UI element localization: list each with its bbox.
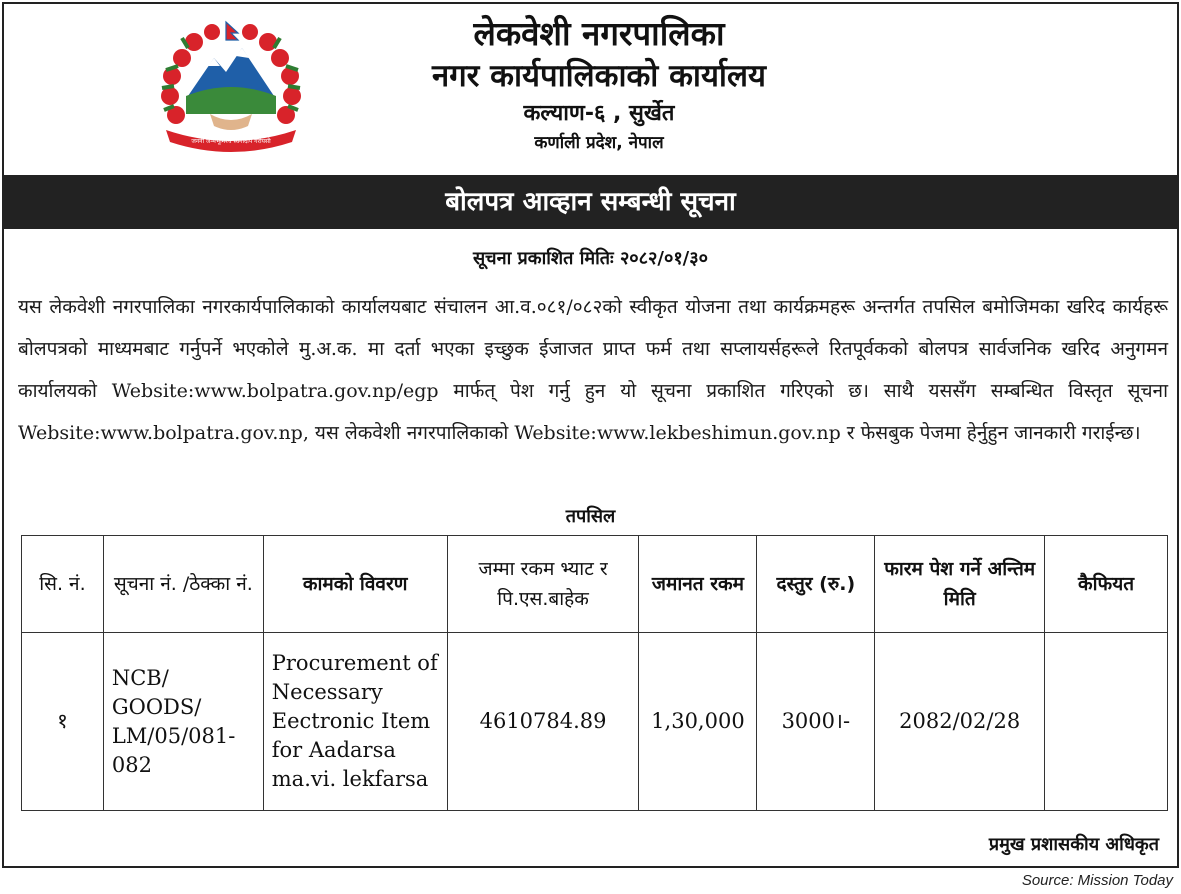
source-credit: Source: Mission Today [1021, 872, 1173, 889]
cell-deadline: 2082/02/28 [875, 633, 1045, 811]
office-name: नगर कार्यपालिकाको कार्यालय [432, 58, 766, 94]
header-fee: दस्तुर (रु.) [757, 536, 875, 633]
table-row [22, 633, 1168, 811]
notice-title: बोलपत्र आव्हान सम्बन्धी सूचना [4, 175, 1177, 229]
cell-notice-no: NCB/ GOODS/ LM/05/081-082 [103, 633, 263, 811]
table-title: तपसिल [565, 506, 616, 527]
cell-amount: 4610784.89 [447, 633, 639, 811]
municipality-name: लेकवेशी नगरपालिका [473, 14, 725, 53]
notice-frame [2, 2, 1179, 868]
nepal-emblem-icon [152, 18, 310, 158]
cell-fee: 3000।- [757, 633, 875, 811]
letterhead-text [304, 12, 894, 156]
tender-table [21, 535, 1168, 811]
cell-guarantee: 1,30,000 [639, 633, 757, 811]
published-date: सूचना प्रकाशित मितिः २०८२/०१/३० [473, 248, 708, 269]
cell-remarks [1045, 633, 1168, 811]
notice-body: यस लेकवेशी नगरपालिका नगरकार्यपालिकाको कार्यालयबाट संचालन आ.व.०८१/०८२को स्वीकृत योजना तथा कार्यक्रमहरू अन्तर्गत तपसिल बमोजिमका खरिद कार्यहरू बोलपत्रको माध्यमबाट गर्नुपर्ने भएकोले मु.अ.क. मा दर्ता भएका इच्छुक ईजाजत प्राप्त फर्म तथा सप्लायर्सहरूले रितपूर्वकको बोलपत्र सार्वजनिक खरिद अनुगमन कार्यालयको Website:www.bolpatra.gov.np/egp मार्फत् पेश गर्नु हुन यो सूचना प्रकाशित गरिएको छ। साथै यससँग सम्बन्धित विस्तृत सूचना Website:www.bolpatra.gov.np, यस लेकवेशी नगरपालिकाको Website:www.lekbeshimun.gov.np र फेसबुक पेजमा हेर्नुहुन जानकारी गराईन्छ। [18, 296, 1168, 444]
header-deadline: फारम पेश गर्ने अन्तिम मिति [875, 536, 1045, 633]
header-amount: जम्मा रकम भ्याट र पि.एस.बाहेक [447, 536, 639, 633]
header-description: कामको विवरण [263, 536, 447, 633]
office-address: कल्याण-६ , सुर्खेत [523, 101, 675, 126]
cell-sn: १ [22, 633, 104, 811]
table-header-row [22, 536, 1168, 633]
province-name: कर्णाली प्रदेश, नेपाल [534, 133, 664, 153]
header-remarks: कैफियत [1045, 536, 1168, 633]
signature: प्रमुख प्रशासकीय अधिकृत [988, 834, 1159, 855]
header-guarantee: जमानत रकम [639, 536, 757, 633]
cell-description: Procurement of Necessary Eectronic Item for Aadarsa ma.vi. lekfarsa [263, 633, 447, 811]
emblem-motto: जननी जन्मभूमिश्च स्वर्गादपि गरीयसी [191, 138, 271, 145]
header-sn: सि. नं. [22, 536, 104, 633]
header-notice-no: सूचना नं. /ठेक्का नं. [103, 536, 263, 633]
letterhead [4, 4, 1177, 174]
